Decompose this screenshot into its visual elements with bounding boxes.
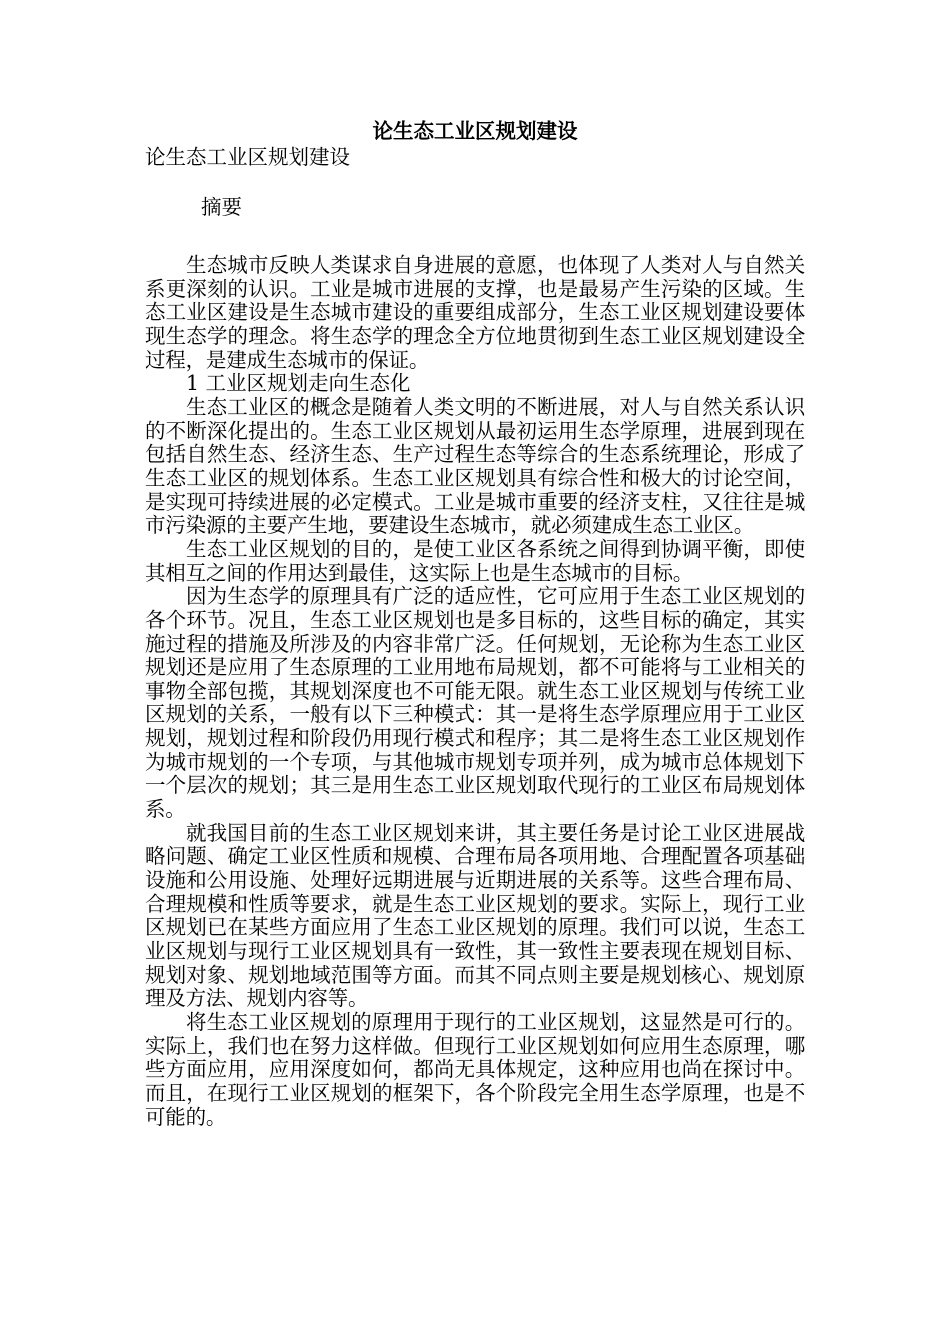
paragraph: 就我国目前的生态工业区规划来讲，其主要任务是讨论工业区进展战略问题、确定工业区性质和规模、合理布局各项用地、合理配置各项基础设施和公用设施、处理好远期进展与近期进展的关系等。这些合理布局、合理规模和性质等要求，就是生态工业区规划的要求。实际上，现行工业区规划已在某些方面应用了生态工业区规划的原理。我们可以说，生态工业区规划与现行工业区规划具有一致性，其一致性主要表现在规划目标、规划对象、规划地域范围等方面。而其不同点则主要是规划核心、规划原理及方法、规划内容等。 — [145, 820, 805, 1011]
document-body — [145, 254, 805, 1129]
document-title: 论生态工业区规划建设 — [372, 119, 578, 143]
paragraph: 生态工业区的概念是随着人类文明的不断进展，对人与自然关系认识的不断深化提出的。生态工业区规划从最初运用生态学原理，进展到现在包括自然生态、经济生态、生产过程生态等综合的生态系统理论，形成了生态工业区的规划体系。生态工业区规划具有综合性和极大的讨论空间，是实现可持续进展的必定模式。工业是城市重要的经济支柱，又往往是城市污染源的主要产生地，要建设生态城市，就必须建成生态工业区。 — [145, 394, 805, 538]
abstract-label: 摘要 — [201, 195, 242, 219]
paragraph: 将生态工业区规划的原理用于现行的工业区规划，这显然是可行的。实际上，我们也在努力这样做。但现行工业区规划如何应用生态原理，哪些方面应用，应用深度如何，都尚无具体规定，这种应用也尚在探讨中。而且，在现行工业区规划的框架下，各个阶段完全用生态学原理，也是不可能的。 — [145, 1010, 805, 1129]
paragraph-intro: 生态城市反映人类谋求自身进展的意愿，也体现了人类对人与自然关系更深刻的认识。工业是城市进展的支撑，也是最易产生污染的区域。生态工业区建设是生态城市建设的重要组成部分，生态工业区规划建设要体现生态学的理念。将生态学的理念全方位地贯彻到生态工业区规划建设全过程，是建成生态城市的保证。 — [145, 253, 805, 372]
document-page — [145, 118, 805, 1129]
paragraph: 生态工业区规划的目的，是使工业区各系统之间得到协调平衡，即使其相互之间的作用达到最佳，这实际上也是生态城市的目标。 — [145, 536, 805, 585]
section-heading-1: 1 工业区规划走向生态化 — [186, 371, 411, 396]
paragraph: 因为生态学的原理具有广泛的适应性，它可应用于生态工业区规划的各个环节。况且，生态工业区规划也是多目标的，这些目标的确定，其实施过程的措施及所涉及的内容非常广泛。任何规划，无论称为生态工业区规划还是应用了生态原理的工业用地布局规划，都不可能将与工业相关的事物全部包揽，其规划深度也不可能无限。就生态工业区规划与传统工业区规划的关系，一般有以下三种模式：其一是将生态学原理应用于工业区规划，规划过程和阶段仍用现行模式和程序；其二是将生态工业区规划作为城市规划的一个专项，与其他城市规划专项并列，成为城市总体规划下一个层次的规划；其三是用生态工业区规划取代现行的工业区布局规划体系。 — [145, 584, 805, 822]
document-subtitle: 论生态工业区规划建设 — [145, 145, 350, 169]
